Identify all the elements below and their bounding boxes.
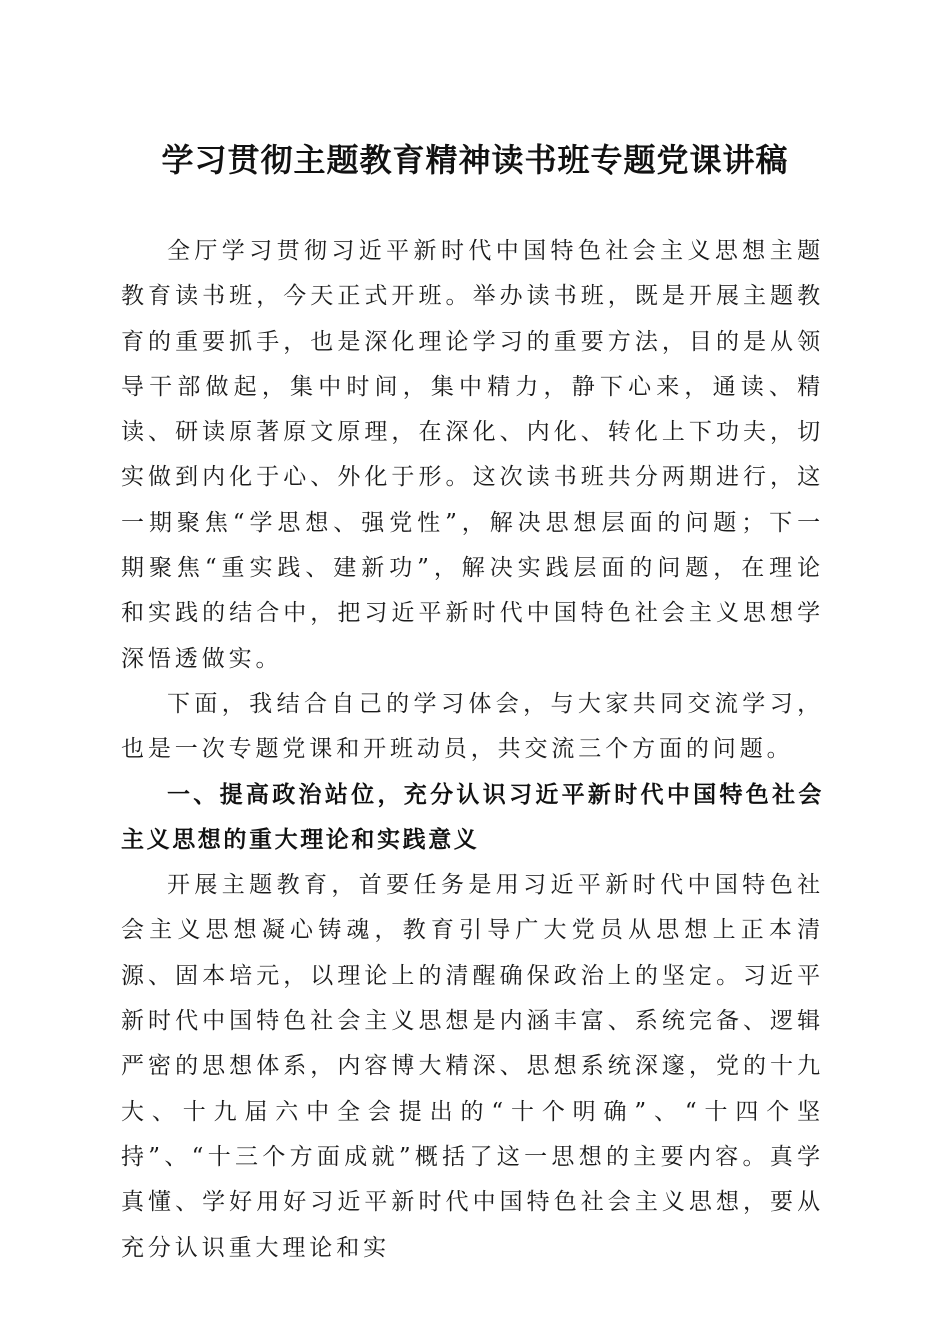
document-body	[121, 229, 824, 1271]
paragraph-outline: 下面，我结合自己的学习体会，与大家共同交流学习，也是一次专题党课和开班动员，共交流三个方面的问题。	[121, 690, 824, 763]
paragraph-section-1: 开展主题教育，首要任务是用习近平新时代中国特色社会主义思想凝心铸魂，教育引导广大党员从思想上正本清源、固本培元，以理论上的清醒确保政治上的坚定。习近平新时代中国特色社会主义思想是内涵丰富、系统完备、逻辑严密的思想体系，内容博大精深、思想系统深邃，党的十九大、十九届六中全会提出的“十个明确”、“十四个坚持”、“十三个方面成就”概括了这一思想的主要内容。真学真懂、学好用好习近平新时代中国特色社会主义思想，要从充分认识重大理论和实	[121, 872, 824, 1261]
document-title: 学习贯彻主题教育精神读书班专题党课讲稿	[161, 141, 789, 179]
section-heading-1: 一、提高政治站位，充分认识习近平新时代中国特色社会主义思想的重大理论和实践意义	[121, 781, 824, 853]
paragraph-intro: 全厅学习贯彻习近平新时代中国特色社会主义思想主题教育读书班，今天正式开班。举办读书班，既是开展主题教育的重要抓手，也是深化理论学习的重要方法，目的是从领导干部做起，集中时间，集中精力，静下心来，通读、精读、研读原著原文原理，在深化、内化、转化上下功夫，切实做到内化于心、外化于形。这次读书班共分两期进行，这一期聚焦“学思想、强党性”，解决思想层面的问题；下一期聚焦“重实践、建新功”，解决实践层面的问题，在理论和实践的结合中，把习近平新时代中国特色社会主义思想学深悟透做实。	[121, 238, 824, 672]
